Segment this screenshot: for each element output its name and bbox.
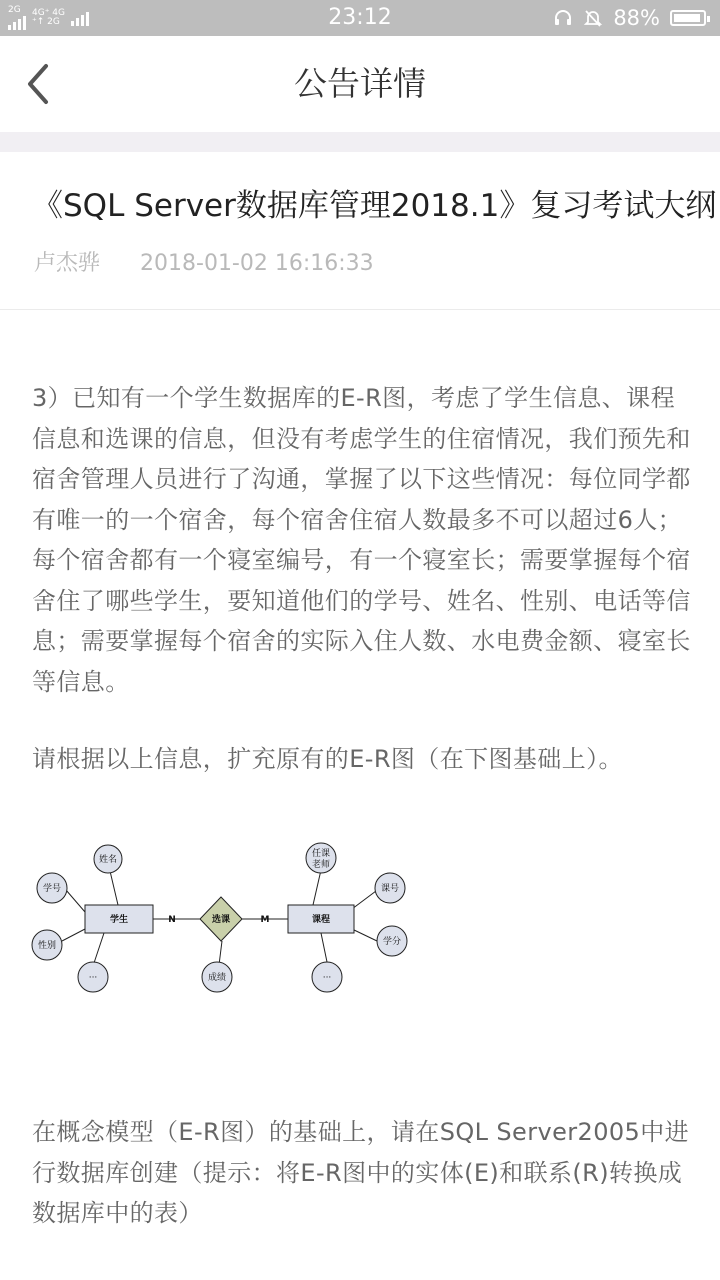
attr-teacher-line2: 老师	[311, 860, 331, 870]
attr-grade: 成绩	[207, 973, 227, 983]
author: 卢杰骅	[34, 251, 101, 276]
status-bar	[0, 0, 720, 36]
cardinality-m: M	[260, 915, 270, 925]
bell-muted-icon	[583, 8, 603, 28]
battery-icon	[670, 10, 706, 26]
nav-bar	[0, 36, 720, 132]
attr-more-student: ···	[88, 973, 98, 983]
paragraph-3: 在概念模型（E-R图）的基础上，请在SQL Server2005中进行数据库创建（提示：将E-R图中的实体(E)和联系(R)转换成数据库中的表）	[32, 1118, 690, 1227]
clock: 23:12	[328, 5, 392, 30]
divider	[0, 309, 720, 310]
attr-name: 姓名	[98, 855, 118, 865]
cardinality-n: N	[168, 915, 176, 925]
attr-course-id: 课号	[380, 884, 400, 894]
network-type-1: 2G	[8, 5, 21, 15]
status-right	[553, 4, 706, 32]
battery-percent: 88%	[613, 6, 660, 30]
entity-course-label: 课程	[311, 915, 331, 925]
entity-course	[288, 905, 354, 933]
headset-icon	[553, 8, 573, 28]
article-title: 《SQL Server数据库管理2018.1》复习考试大纲	[32, 188, 717, 224]
entity-student	[85, 905, 153, 933]
attr-credit: 学分	[382, 937, 402, 947]
section-divider	[0, 132, 720, 152]
network-type-2: 4G⁺ 4G	[32, 8, 66, 18]
attr-student-id: 学号	[42, 884, 62, 894]
paragraph-2: 请根据以上信息，扩充原有的E-R图（在下图基础上）。	[32, 745, 623, 773]
attr-more-course: ···	[322, 973, 332, 983]
publish-date: 2018-01-02 16:16:33	[140, 251, 374, 276]
relationship-select	[200, 897, 242, 941]
page-title: 公告详情	[294, 64, 426, 103]
attr-teacher-line1: 任课	[311, 849, 331, 859]
paragraph-1: 3）已知有一个学生数据库的E-R图，考虑了学生信息、课程信息和选课的信息，但没有考虑学生的住宿情况，我们预先和宿舍管理人员进行了沟通，掌握了以下这些情况：每位同学都有唯一的一个宿舍，每个宿舍住宿人数最多不可以超过6人；每个宿舍都有一个寝室编号，有一个寝室长；需要掌握每个宿舍住了哪些学生，要知道他们的学号、姓名、性别、电话等信息；需要掌握每个宿舍的实际入住人数、水电费金额、寝室长等信息。	[32, 384, 691, 696]
attr-gender: 性别	[37, 941, 57, 951]
network-type-3: ⁺↑ 2G	[32, 17, 60, 27]
relationship-label: 选课	[211, 915, 231, 925]
entity-student-label: 学生	[109, 915, 129, 925]
article-meta	[34, 249, 374, 279]
er-diagram	[28, 838, 418, 998]
